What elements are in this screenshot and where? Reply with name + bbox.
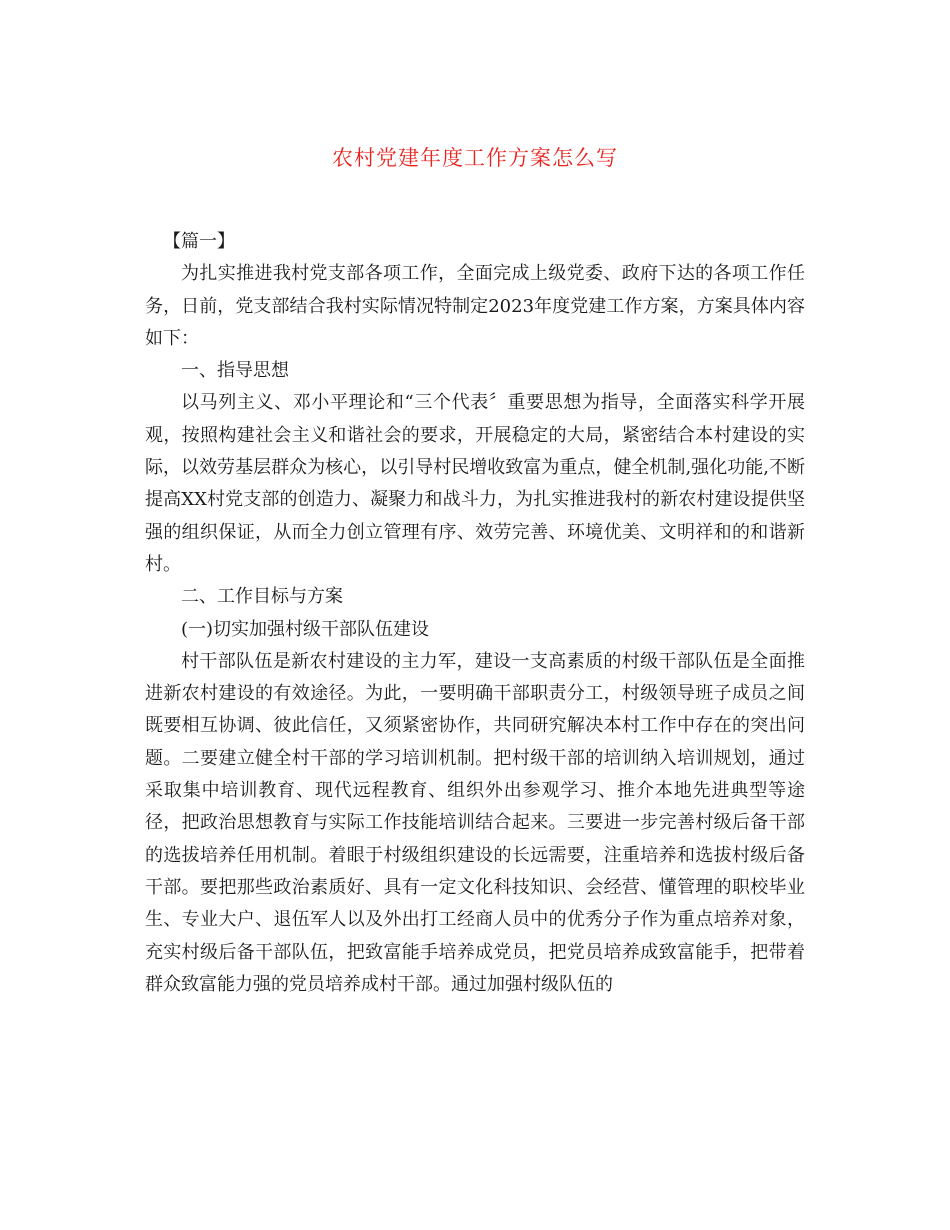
subheading-cadre-team: (一)切实加强村级干部队伍建设	[181, 618, 430, 640]
heading-goals-and-plan: 二、工作目标与方案	[181, 586, 343, 608]
document-title: 农村党建年度工作方案怎么写	[332, 146, 618, 170]
section-label: 【篇一】	[163, 231, 235, 252]
cadre-team-paragraph: 村干部队伍是新农村建设的主力军，建设一支高素质的村级干部队伍是全面推进新农村建设的有效途径。为此，一要明确干部职责分工，村级领导班子成员之间既要相互协调、彼此信任，又须紧密协作，共同研究解决本村工作中存在的突出问题。二要建立健全村干部的学习培训机制。把村级干部的培训纳入培训规划，通过采取集中培训教育、现代远程教育、组织外出参观学习、推介本地先进典型等途径，把政治思想教育与实际工作技能培训结合起来。三要进一步完善村级后备干部的选拔培养任用机制。着眼于村级组织建设的长远需要，注重培养和选拔村级后备干部。要把那些政治素质好、具有一定文化科技知识、会经营、懂管理的职校毕业生、专业大户、退伍军人以及外出打工经商人员中的优秀分子作为重点培养对象，充实村级后备干部队伍，把致富能手培养成党员，把党员培养成致富能手，把带着群众致富能力强的党员培养成村干部。通过加强村级队伍的	[145, 650, 805, 995]
heading-guiding-ideology: 一、指导思想	[181, 360, 289, 382]
intro-paragraph: 为扎实推进我村党支部各项工作，全面完成上级党委、政府下达的各项工作任务，日前，党支部结合我村实际情况特制定2023年度党建工作方案，方案具体内容如下：	[145, 263, 805, 349]
guiding-ideology-paragraph: 以马列主义、邓小平理论和“三个代表〞重要思想为指导，全面落实科学开展观，按照构建社会主义和谐社会的要求，开展稳定的大局，紧密结合本村建设的实际，以效劳基层群众为核心，以引导村民增收致富为重点，健全机制,强化功能,不断提高XX村党支部的创造力、凝聚力和战斗力，为扎实推进我村的新农村建设提供坚强的组织保证，从而全力创立管理有序、效劳完善、环境优美、文明祥和的和谐新村。	[145, 392, 805, 575]
document-body	[145, 226, 805, 1001]
